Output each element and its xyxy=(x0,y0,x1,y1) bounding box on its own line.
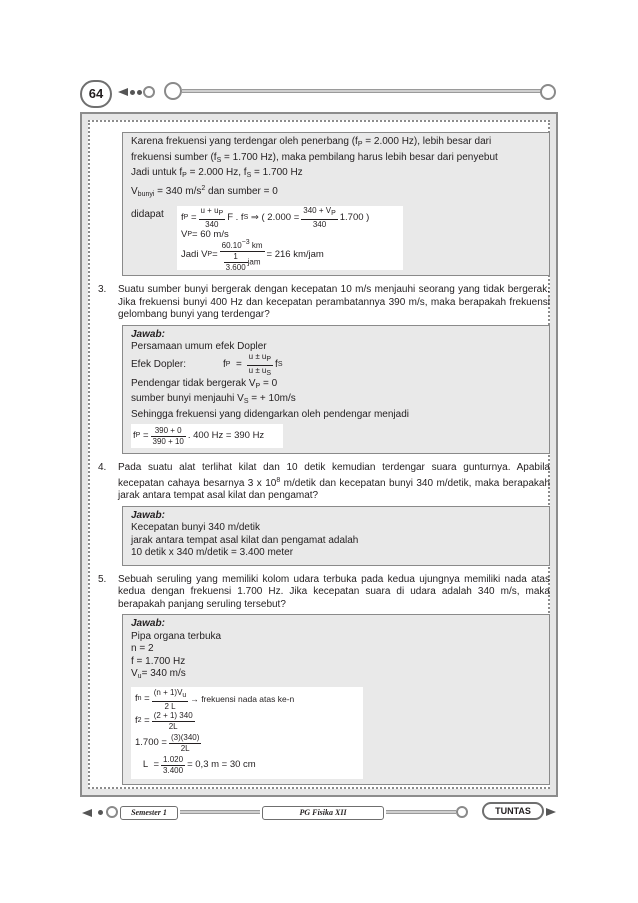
formula-row: 1.700 = $\frac{(3)(340)}{2L}$ xyxy=(135,733,200,753)
question-3 xyxy=(98,284,550,322)
answer-line: 10 detik x 340 m/detik = 3.400 meter xyxy=(131,547,294,558)
question-text: Sebuah seruling yang memiliki kolom udara terbuka pada kedua ujungnya memiliki nada atas kedua dengan frekuensi 1.700 Hz. Jika kecepatan suara di udara adalah 340 m/s, maka berapakah panjang seruling tersebut? xyxy=(118,573,550,610)
footer-circle xyxy=(106,806,118,818)
intro-answer-box xyxy=(122,132,550,276)
question-4 xyxy=(98,462,550,503)
header-circle xyxy=(540,84,556,100)
formula-row: f n = $\frac{(n + 1)V_u}{2 L}$ → frekuensi nada atas ke-n xyxy=(135,687,295,711)
header-dot xyxy=(137,90,142,95)
answer-line: $V_u= 340$ m/s xyxy=(131,668,186,680)
formula-row-1: f P = $\frac{u + u_P}{340}$ F . f S ⇒ ( 2.000 = $\frac{340 + V_P}{340}$ 1.700 ) xyxy=(181,206,370,229)
intro-line-2: frekuensi sumber ($f_S = 1.700$ Hz), maka pembilang harus lebih besar dari penyebut xyxy=(131,151,498,164)
answer-line: jarak antara tempat asal kilat dan pengamat adalah xyxy=(131,534,359,546)
footer-book-title: PG Fisika XII xyxy=(262,806,384,820)
question-number: 4. xyxy=(98,462,107,473)
answer-formula-block xyxy=(131,687,363,779)
formula-row: L = $\frac{1.020}{3.400}$ = 0,3 m = 30 cm xyxy=(142,755,256,775)
question-text: Pada suatu alat terlihat kilat dan 10 detik kemudian terdengar suara gunturnya. Apabila kecepatan cahaya besarnya 3 x $10^8$ m/detik dan kecepatan bunyi 340 m/detik, maka berapakah jarak antara tempat asal kilat dan pengamat? xyxy=(118,462,551,501)
jawab-label: Jawab: xyxy=(131,618,165,629)
footer-right-arrow xyxy=(546,808,556,816)
footer-circle xyxy=(456,806,468,818)
question-number: 5. xyxy=(98,573,107,585)
question-number: 3. xyxy=(98,284,107,295)
footer-left-arrow xyxy=(82,809,92,817)
answer-box-3 xyxy=(122,325,550,455)
answer-line: Persamaan umum efek Dopler xyxy=(131,341,267,352)
question-text: Suatu sumber bunyi bergerak dengan kecepatan 10 m/s menjauhi seorang yang tidak bergerak. Jika frekuensi bunyi 400 Hz dan kecepatan perambatannya 390 m/s, maka berapakah frekuensi gelombang bunyi yang terdengar? xyxy=(118,284,550,320)
answer-line: f = 1.700 Hz xyxy=(131,655,186,667)
intro-line-3: Jadi untuk $f_P = 2.000$ Hz, $f_S = 1.700$ Hz xyxy=(131,167,303,179)
tuntas-badge: TUNTAS xyxy=(482,802,544,820)
formula-row-2: V P = 60 m/s xyxy=(181,228,229,240)
header-line xyxy=(182,89,547,93)
header-circle xyxy=(143,86,155,98)
answer-line: Sehingga frekuensi yang didengarkan oleh pendengar menjadi xyxy=(131,408,409,420)
jawab-label: Jawab: xyxy=(131,328,165,340)
intro-line-1: Karena frekuensi yang terdengar oleh penerbang ($f_P = 2.000$ Hz), lebih besar dari xyxy=(131,136,492,148)
answer-box-5 xyxy=(122,614,550,785)
formula-row: f 2 = $\frac{(2 + 1) 340}{2L}$ xyxy=(135,711,193,731)
jawab-label: Jawab: xyxy=(131,509,165,521)
intro-formula-block xyxy=(177,206,403,270)
formula-row-3: Jadi V P = $60.10^{-3}$ km $\frac{1}{3.600}$ jam = 216 km/jam xyxy=(181,238,324,272)
answer-line: Pipa organa terbuka xyxy=(131,630,222,642)
page-number: 64 xyxy=(80,80,112,108)
header-circle xyxy=(164,82,182,100)
answer-line: n = 2 xyxy=(131,643,154,654)
footer-semester: Semester 1 xyxy=(120,806,178,820)
answer-box-4 xyxy=(122,506,550,566)
question-5 xyxy=(98,574,550,612)
header-left-arrow xyxy=(118,88,128,96)
answer-line: sumber bunyi menjauhi $V_S$ = + 10m/s xyxy=(131,393,296,405)
doppler-formula: Efek Dopler: f P = $\frac{u \pm u_P}{u \pm u_S}$ f S xyxy=(131,352,283,377)
answer-line: Kecepatan bunyi 340 m/detik xyxy=(131,522,260,533)
footer-line xyxy=(386,810,456,814)
footer-dot xyxy=(98,810,103,815)
answer-line: Pendengar tidak bergerak $V_P = 0$ xyxy=(131,377,278,390)
header-dot xyxy=(130,90,135,95)
content xyxy=(98,132,551,785)
intro-line-4: $V_{bunyi} = 340$ $m/s^2$ dan sumber = 0 xyxy=(131,184,278,198)
didapat-label: didapat xyxy=(131,209,164,220)
footer-line xyxy=(180,810,260,814)
answer-formula: f P = $\frac{390 + 0}{390 + 10}$ . 400 Hz = 390 Hz xyxy=(131,424,283,448)
